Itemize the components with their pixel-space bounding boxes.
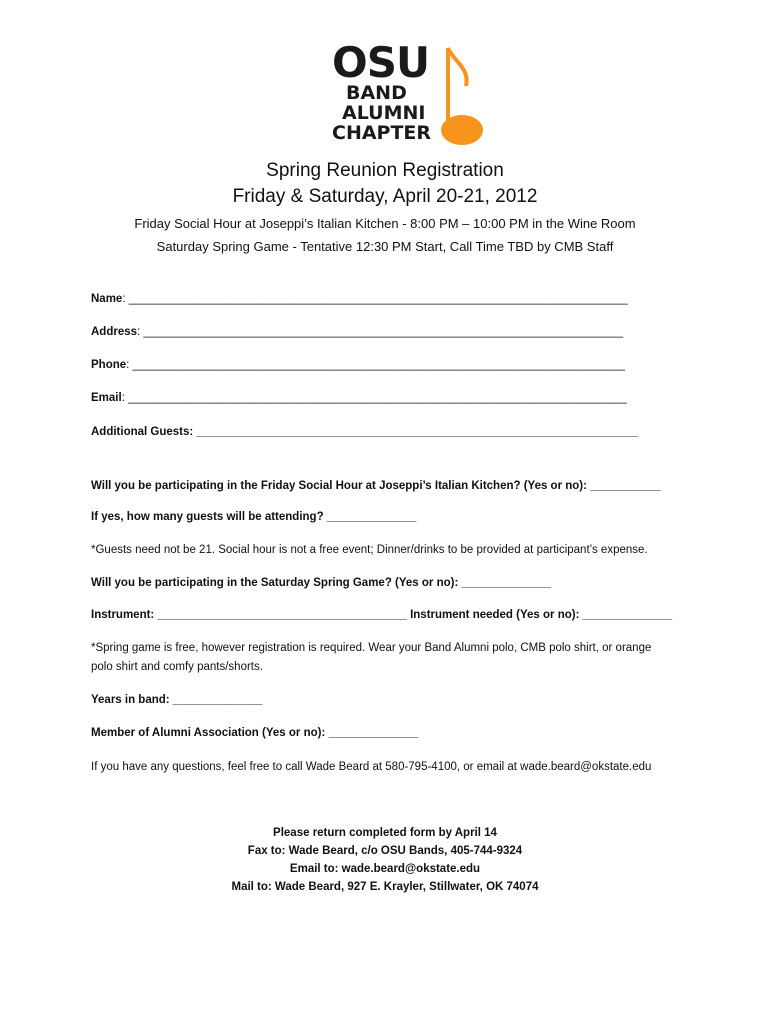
page-title: Spring Reunion Registration bbox=[266, 160, 504, 181]
additional-guests-field[interactable] bbox=[91, 426, 638, 438]
name-blank: : ______________________________________________________________________________ bbox=[122, 293, 628, 305]
friday-question[interactable]: Will you be participating in the Friday Social Hour at Joseppi’s Italian Kitchen? (Yes or no): ___________ bbox=[91, 480, 661, 492]
saturday-note-line1: *Spring game is free, however registration is required. Wear your Band Alumni polo, CMB polo shirt, or orange bbox=[91, 642, 652, 654]
saturday-info: Saturday Spring Game - Tentative 12:30 PM Start, Call Time TBD by CMB Staff bbox=[156, 239, 614, 254]
address-blank: : ___________________________________________________________________________ bbox=[137, 326, 624, 338]
saturday-question[interactable]: Will you be participating in the Saturday Spring Game? (Yes or no): ______________ bbox=[91, 577, 552, 589]
email-blank: : ______________________________________________________________________________ bbox=[121, 392, 627, 404]
name-label: Name bbox=[91, 293, 123, 305]
email-field[interactable] bbox=[91, 392, 627, 404]
logo-text-osu: OSU bbox=[332, 38, 430, 87]
address-field[interactable] bbox=[91, 326, 623, 338]
phone-field[interactable] bbox=[91, 359, 625, 371]
logo-text-band: BAND bbox=[346, 82, 407, 104]
email-label: Email bbox=[91, 392, 122, 404]
name-field[interactable] bbox=[91, 293, 628, 305]
return-fax: Fax to: Wade Beard, c/o OSU Bands, 405-744-9324 bbox=[247, 845, 523, 857]
return-email: Email to: wade.beard@okstate.edu bbox=[289, 863, 481, 875]
contact-info: If you have any questions, feel free to call Wade Beard at 580-795-4100, or email at wade.beard@okstate.edu bbox=[91, 761, 652, 773]
guests-blank: _____________________________________________________________________ bbox=[196, 426, 638, 438]
alumni-member-question[interactable]: Member of Alumni Association (Yes or no): ______________ bbox=[91, 727, 419, 739]
event-date: Friday & Saturday, April 20-21, 2012 bbox=[232, 186, 538, 207]
years-in-band-question[interactable]: Years in band: ______________ bbox=[91, 694, 263, 706]
logo-text-alumni: ALUMNI bbox=[342, 102, 426, 124]
guests-label: Additional Guests: bbox=[91, 426, 197, 438]
friday-guests-question[interactable]: If yes, how many guests will be attending? ______________ bbox=[91, 511, 417, 523]
return-mail: Mail to: Wade Beard, 927 E. Krayler, Stillwater, OK 74074 bbox=[231, 881, 539, 893]
friday-info: Friday Social Hour at Joseppi’s Italian Kitchen - 8:00 PM – 10:00 PM in the Wine Room bbox=[134, 216, 636, 231]
saturday-note-line2: polo shirt and comfy pants/shorts. bbox=[91, 661, 263, 673]
osu-band-alumni-logo bbox=[330, 38, 490, 148]
phone-label: Phone bbox=[91, 359, 127, 371]
address-label: Address bbox=[91, 326, 138, 338]
phone-blank: : _____________________________________________________________________________ bbox=[126, 359, 626, 371]
friday-note: *Guests need not be 21. Social hour is not a free event; Dinner/drinks to be provided at participant’s expense. bbox=[91, 544, 648, 556]
instrument-question[interactable]: Instrument: _______________________________________ Instrument needed (Yes or no): ______________ bbox=[91, 609, 673, 621]
return-deadline: Please return completed form by April 14 bbox=[273, 827, 497, 839]
logo-text-chapter: CHAPTER bbox=[332, 122, 432, 144]
